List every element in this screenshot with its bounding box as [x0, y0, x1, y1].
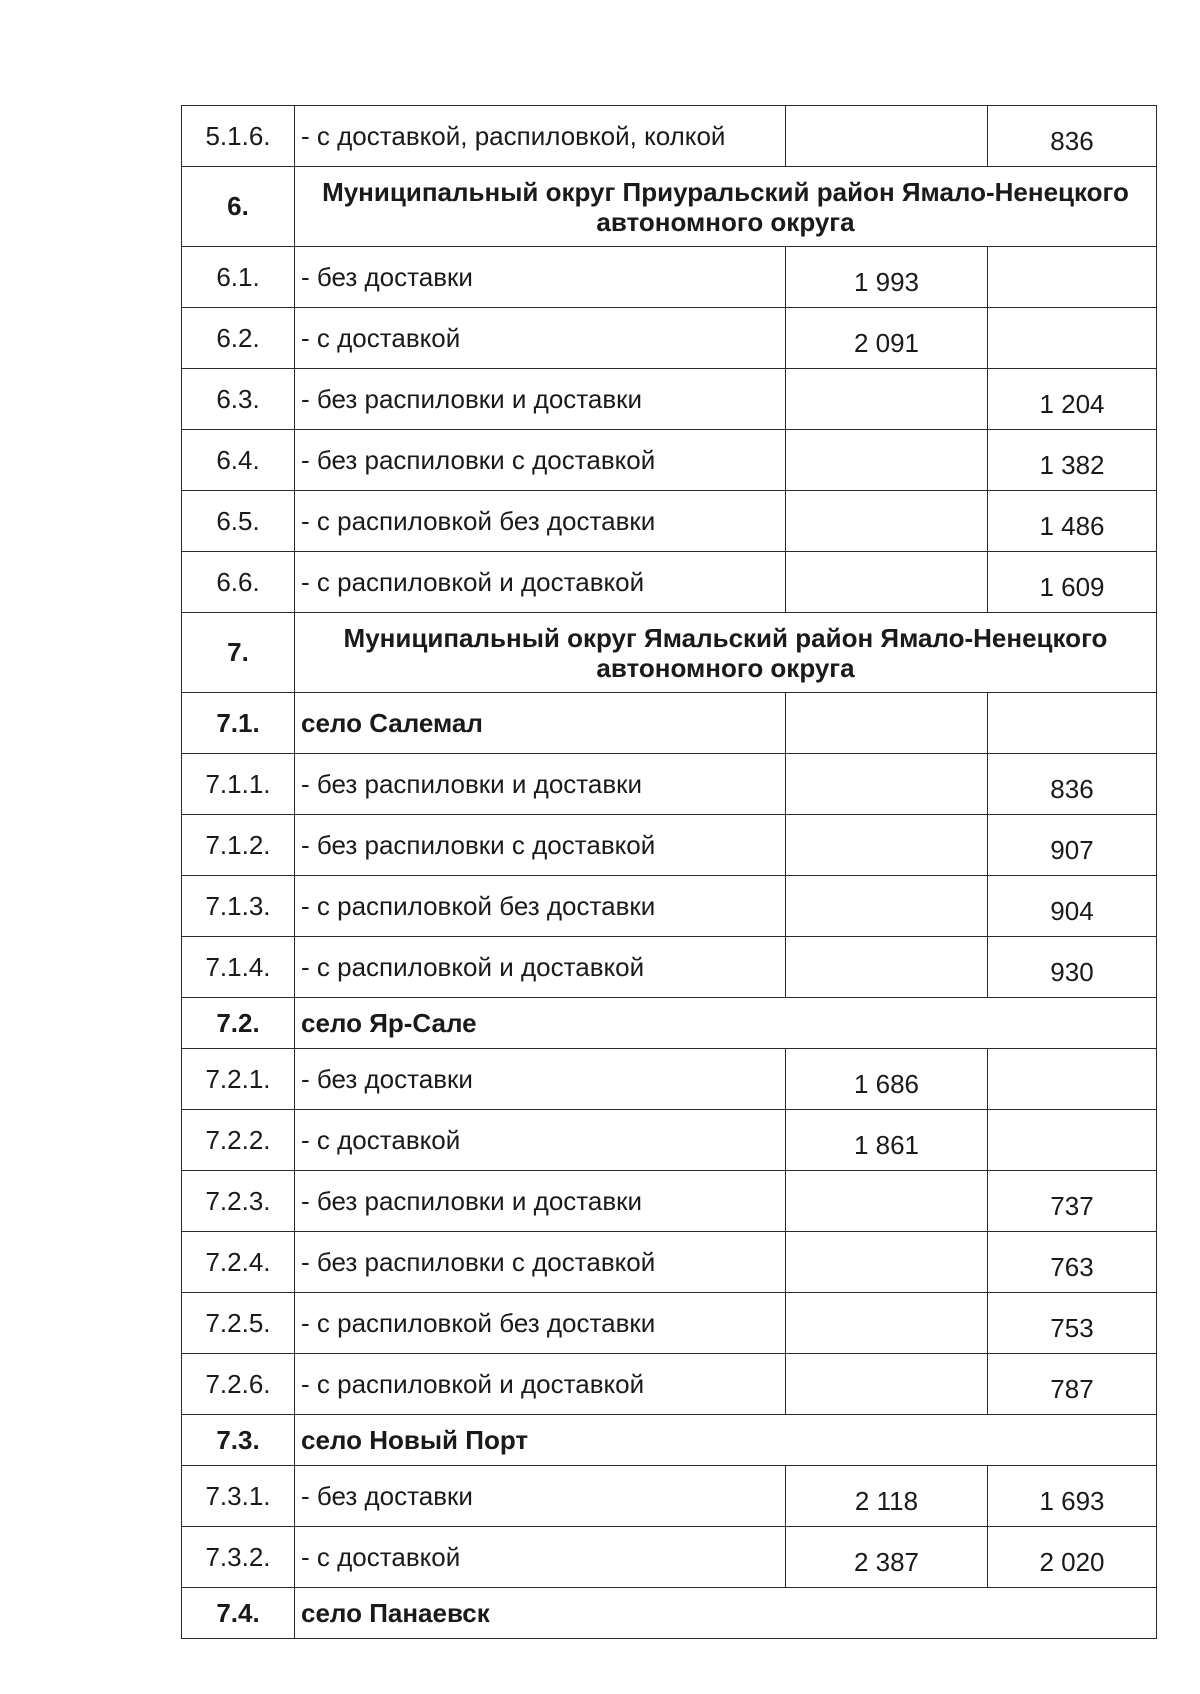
- table-row: [182, 1293, 1157, 1354]
- price-cell-2: [988, 1049, 1157, 1110]
- table-row: [182, 1354, 1157, 1415]
- row-number: 7.3.1.: [182, 1466, 295, 1527]
- price-cell-2: 753: [988, 1293, 1157, 1354]
- row-label: - без доставки: [295, 247, 786, 308]
- row-label: - без доставки: [295, 1049, 786, 1110]
- price-cell-1: 2 091: [786, 308, 988, 369]
- price-cell-1: [786, 754, 988, 815]
- price-cell-2: 1 486: [988, 491, 1157, 552]
- settlement-name: село Новый Порт: [295, 1415, 1157, 1466]
- settlement-name: село Панаевск: [295, 1588, 1157, 1639]
- price-cell-1: 1 861: [786, 1110, 988, 1171]
- row-label: - с доставкой: [295, 1110, 786, 1171]
- row-label: - с распиловкой без доставки: [295, 876, 786, 937]
- row-number: 6.2.: [182, 308, 295, 369]
- table-row: [182, 491, 1157, 552]
- price-cell-2: 737: [988, 1171, 1157, 1232]
- table-row: [182, 876, 1157, 937]
- price-table: [181, 105, 1157, 1639]
- row-label: - без распиловки с доставкой: [295, 1232, 786, 1293]
- price-cell-1: [786, 876, 988, 937]
- row-number: 6.1.: [182, 247, 295, 308]
- table-row: [182, 1232, 1157, 1293]
- price-cell-1: [786, 815, 988, 876]
- table-row: [182, 106, 1157, 167]
- price-cell-1: 2 118: [786, 1466, 988, 1527]
- price-cell-1: 1 686: [786, 1049, 988, 1110]
- table-row: [182, 1110, 1157, 1171]
- row-label: - без распиловки и доставки: [295, 754, 786, 815]
- row-label: - с доставкой: [295, 1527, 786, 1588]
- row-number: 6.4.: [182, 430, 295, 491]
- table-row: [182, 247, 1157, 308]
- row-label: - с распиловкой и доставкой: [295, 552, 786, 613]
- settlement-row: [182, 1415, 1157, 1466]
- table-row: [182, 369, 1157, 430]
- price-cell-2: 763: [988, 1232, 1157, 1293]
- row-label: - с распиловкой и доставкой: [295, 1354, 786, 1415]
- price-cell-2: 1 204: [988, 369, 1157, 430]
- price-cell-2: 907: [988, 815, 1157, 876]
- price-cell-1: [786, 369, 988, 430]
- price-cell-2: 930: [988, 937, 1157, 998]
- row-number: 7.2.2.: [182, 1110, 295, 1171]
- table-row: [182, 815, 1157, 876]
- row-number: 7.2.5.: [182, 1293, 295, 1354]
- table-row: [182, 937, 1157, 998]
- row-number: 7.4.: [182, 1588, 295, 1639]
- row-label: - без распиловки и доставки: [295, 369, 786, 430]
- row-label: - с доставкой, распиловкой, колкой: [295, 106, 786, 167]
- row-label: - с распиловкой без доставки: [295, 491, 786, 552]
- row-number: 7.2.6.: [182, 1354, 295, 1415]
- price-cell-1: 2 387: [786, 1527, 988, 1588]
- settlement-name: село Салемал: [295, 693, 786, 754]
- row-number: 7.1.: [182, 693, 295, 754]
- row-number: 7.2.1.: [182, 1049, 295, 1110]
- price-cell-1: [786, 106, 988, 167]
- price-cell-1: [786, 552, 988, 613]
- row-number: 6.6.: [182, 552, 295, 613]
- price-cell-1: [786, 1354, 988, 1415]
- row-number: 7.3.: [182, 1415, 295, 1466]
- price-cell-1: 1 993: [786, 247, 988, 308]
- section-header-row: [182, 613, 1157, 693]
- price-cell-2: [988, 247, 1157, 308]
- row-number: 7.1.2.: [182, 815, 295, 876]
- table-row: [182, 308, 1157, 369]
- price-cell-2: 1 609: [988, 552, 1157, 613]
- row-number: 6.5.: [182, 491, 295, 552]
- price-table-body: [182, 106, 1157, 1639]
- row-number: 7.2.4.: [182, 1232, 295, 1293]
- row-label: - с доставкой: [295, 308, 786, 369]
- settlement-name: село Яр-Сале: [295, 998, 1157, 1049]
- price-cell-2: 836: [988, 754, 1157, 815]
- section-header-row: [182, 167, 1157, 247]
- row-label: - без доставки: [295, 1466, 786, 1527]
- price-cell-2: [988, 693, 1157, 754]
- settlement-row: [182, 693, 1157, 754]
- price-cell-1: [786, 1232, 988, 1293]
- price-cell-1: [786, 693, 988, 754]
- table-row: [182, 754, 1157, 815]
- settlement-row: [182, 1588, 1157, 1639]
- row-number: 7.2.3.: [182, 1171, 295, 1232]
- price-cell-1: [786, 1171, 988, 1232]
- row-number: 7.2.: [182, 998, 295, 1049]
- row-label: - с распиловкой без доставки: [295, 1293, 786, 1354]
- price-cell-2: 787: [988, 1354, 1157, 1415]
- price-cell-1: [786, 937, 988, 998]
- row-label: - с распиловкой и доставкой: [295, 937, 786, 998]
- row-number: 7.1.1.: [182, 754, 295, 815]
- price-cell-2: 1 693: [988, 1466, 1157, 1527]
- price-cell-2: [988, 308, 1157, 369]
- table-row: [182, 552, 1157, 613]
- price-cell-2: 836: [988, 106, 1157, 167]
- row-number: 7.3.2.: [182, 1527, 295, 1588]
- table-row: [182, 1171, 1157, 1232]
- section-title: Муниципальный округ Приуральский район Ямало-Ненецкого автономного округа: [295, 167, 1157, 247]
- table-row: [182, 1466, 1157, 1527]
- row-number: 7.: [182, 613, 295, 693]
- settlement-row: [182, 998, 1157, 1049]
- row-number: 7.1.3.: [182, 876, 295, 937]
- price-cell-1: [786, 430, 988, 491]
- row-label: - без распиловки с доставкой: [295, 815, 786, 876]
- price-cell-2: 1 382: [988, 430, 1157, 491]
- table-row: [182, 430, 1157, 491]
- row-number: 7.1.4.: [182, 937, 295, 998]
- price-cell-2: 904: [988, 876, 1157, 937]
- row-label: - без распиловки и доставки: [295, 1171, 786, 1232]
- row-label: - без распиловки с доставкой: [295, 430, 786, 491]
- row-number: 6.3.: [182, 369, 295, 430]
- price-cell-1: [786, 491, 988, 552]
- price-cell-1: [786, 1293, 988, 1354]
- row-number: 5.1.6.: [182, 106, 295, 167]
- price-cell-2: [988, 1110, 1157, 1171]
- price-cell-2: 2 020: [988, 1527, 1157, 1588]
- table-row: [182, 1049, 1157, 1110]
- row-number: 6.: [182, 167, 295, 247]
- table-row: [182, 1527, 1157, 1588]
- section-title: Муниципальный округ Ямальский район Ямало-Ненецкого автономного округа: [295, 613, 1157, 693]
